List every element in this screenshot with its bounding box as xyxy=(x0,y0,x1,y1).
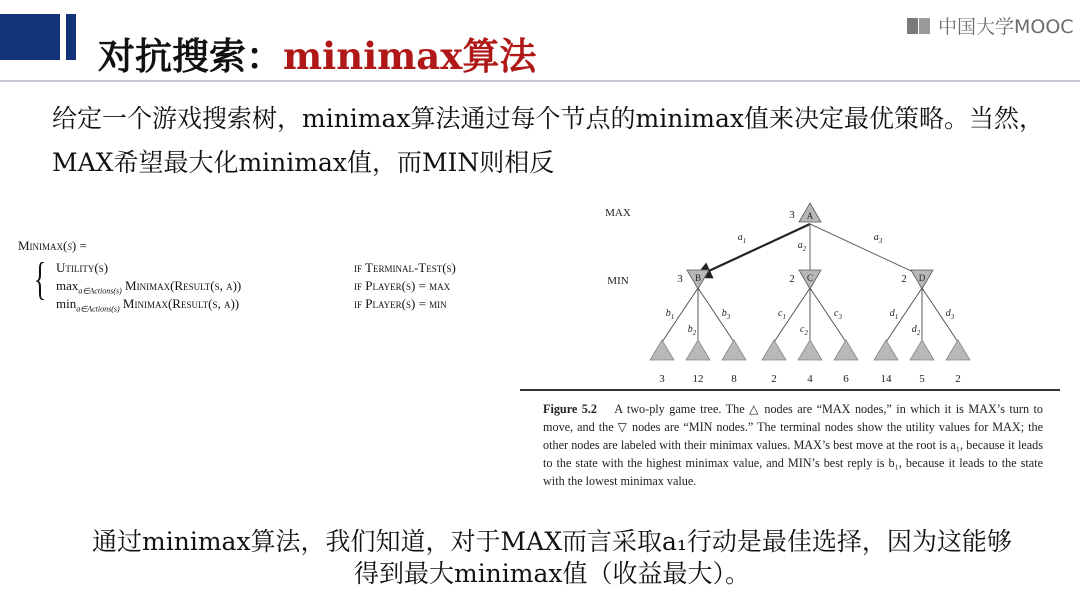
leaf-node xyxy=(834,340,858,360)
mooc-logo-icon xyxy=(906,15,932,37)
slide-title xyxy=(98,26,536,80)
edge-a1 xyxy=(698,224,810,276)
formula-case-2-sub: a∈Actions(s) xyxy=(78,286,122,296)
header-decor-bar xyxy=(0,14,60,60)
edge-label-a3: $a_3$ xyxy=(873,232,883,245)
edge-label-c1: $c_1$ xyxy=(778,308,786,321)
formula-case-2-tail: Minimax(Result(s, a)) xyxy=(121,278,242,293)
leaf-value: 3 xyxy=(659,373,665,385)
conclusion-line-1: 通过minimax算法，我们知道，对于MAX而言采取a₁行动是最佳选择，因为这能够 xyxy=(92,527,1012,556)
formula-case-1-expr: Utility(s) xyxy=(56,260,109,275)
figure-caption-text: A two-ply game tree. The △ nodes are “MAX nodes,” in which it is MAX’s turn to move, and the ▽ nodes are “MIN nodes.” The terminal nodes show the utility values for MAX; the other nodes are labeled with their minimax values. MAX’s best move at the root is a₁, because it leads to the state with the highest minimax value, and MIN’s best reply is b₁, because it leads to the state with the lowest minimax value. xyxy=(543,402,1043,488)
formula-case-3-head: min xyxy=(56,296,77,311)
leaf-value: 4 xyxy=(807,373,813,385)
leaf-value: 8 xyxy=(731,373,737,385)
edge-a3 xyxy=(810,224,922,276)
header-divider xyxy=(0,80,1080,82)
slide-title-accent: minimax算法 xyxy=(283,34,537,78)
formula-case-2-head: max xyxy=(56,278,79,293)
leaf-node xyxy=(762,340,786,360)
conclusion-line-2: 得到最大minimax值（收益最大）。 xyxy=(353,559,750,588)
intro-paragraph: 给定一个游戏搜索树，minimax算法通过每个节点的minimax值来决定最优策略。当然，MAX希望最大化minimax值，而MIN则相反 xyxy=(52,104,1045,177)
leaf-value: 12 xyxy=(692,373,704,385)
root-node-value: 3 xyxy=(789,209,795,221)
leaf-value: 2 xyxy=(771,373,777,385)
figure-rule xyxy=(520,389,1060,391)
figure-caption-label: Figure 5.2 xyxy=(543,402,598,416)
formula-case-1 xyxy=(56,260,108,276)
min-node-label: B xyxy=(694,273,702,283)
leaf-value: 2 xyxy=(955,373,961,385)
min-node-value: 3 xyxy=(677,273,683,285)
figure-caption xyxy=(543,400,1043,490)
leaf-node xyxy=(910,340,934,360)
row-label-max: MAX xyxy=(605,207,631,219)
edge-label-b1: $b_1$ xyxy=(665,308,675,321)
min-node-label: C xyxy=(806,273,814,283)
slide-title-plain: 对抗搜索： xyxy=(98,35,283,78)
min-node-label: D xyxy=(918,273,926,283)
edge-label-d2: $d_2$ xyxy=(911,324,921,337)
conclusion-paragraph xyxy=(52,526,1052,590)
min-node-value: 2 xyxy=(901,273,907,285)
edge-label-b3: $b_3$ xyxy=(721,308,731,321)
leaf-node xyxy=(722,340,746,360)
row-label-min: MIN xyxy=(607,275,629,287)
formula-lhs: Minimax(s) = xyxy=(18,238,87,253)
edge-label-a2: $a_2$ xyxy=(797,240,807,253)
formula-brace: { xyxy=(34,253,47,304)
formula-case-3-cond: if Player(s) = min xyxy=(354,296,447,311)
edge-label-d1: $d_1$ xyxy=(889,308,899,321)
mooc-logo-text: 中国大学MOOC xyxy=(938,16,1074,38)
formula-case-2-cond: if Player(s) = max xyxy=(354,278,451,293)
edge-label-b2: $b_2$ xyxy=(687,324,697,337)
mooc-logo xyxy=(906,12,1074,39)
root-node-label: A xyxy=(806,211,814,221)
leaf-value: 5 xyxy=(919,373,925,385)
edge-label-c2: $c_2$ xyxy=(800,324,808,337)
header-decor-stripe xyxy=(66,14,76,60)
formula-case-3 xyxy=(56,296,239,318)
edge-label-d3: $d_3$ xyxy=(945,308,955,321)
formula-case-1-cond: if Terminal-Test(s) xyxy=(354,260,456,275)
formula-case-3-sub: a∈Actions(s) xyxy=(76,304,120,314)
leaf-node xyxy=(798,340,822,360)
leaf-node xyxy=(650,340,674,360)
edge-label-c3: $c_3$ xyxy=(834,308,842,321)
formula-case-3-tail: Minimax(Result(s, a)) xyxy=(119,296,240,311)
game-tree-figure xyxy=(520,192,1060,392)
leaf-node xyxy=(686,340,710,360)
leaf-node xyxy=(874,340,898,360)
leaf-value: 6 xyxy=(843,373,849,385)
edge-label-a1: $a_1$ xyxy=(737,232,747,245)
leaf-value: 14 xyxy=(880,373,892,385)
leaf-node xyxy=(946,340,970,360)
min-node-value: 2 xyxy=(789,273,795,285)
